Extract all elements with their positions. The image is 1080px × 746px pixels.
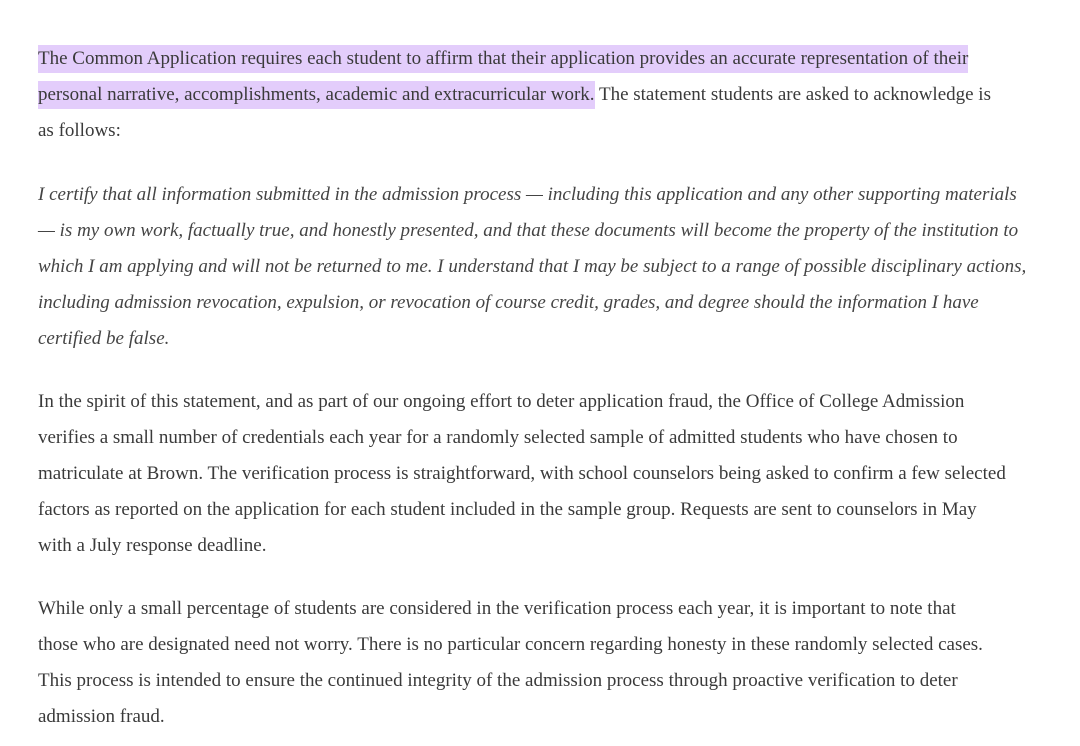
verification-paragraph: [38, 384, 1068, 564]
integrity-paragraph: [38, 591, 1068, 735]
quote-line: I certify that all information submitted in the admission process — including this application and any other supporting materials: [38, 184, 1017, 205]
quote-line: certified be false.: [38, 328, 170, 349]
paragraph-line: While only a small percentage of students are considered in the verification process each year, it is important to note that: [38, 598, 956, 619]
intro-line-3: as follows:: [38, 120, 121, 141]
highlighted-text-2[interactable]: personal narrative, accomplishments, academic and extracurricular work.: [38, 81, 595, 109]
paragraph-line: admission fraud.: [38, 706, 165, 727]
intro-line-1: [38, 41, 1068, 77]
paragraph-line: factors as reported on the application for each student included in the sample group. Requests are sent to counselors in May: [38, 499, 977, 520]
paragraph-line: verifies a small number of credentials each year for a randomly selected sample of admitted students who have chosen to: [38, 427, 958, 448]
intro-line-2-rest: The statement students are asked to acknowledge is: [594, 84, 991, 105]
highlighted-text-1[interactable]: The Common Application requires each student to affirm that their application provides an accurate representation of their: [38, 45, 968, 73]
paragraph-line: those who are designated need not worry. There is no particular concern regarding honesty in these randomly selected cases.: [38, 634, 983, 655]
paragraph-line: with a July response deadline.: [38, 535, 267, 556]
certification-quote: [38, 177, 1068, 357]
quote-line: — is my own work, factually true, and honestly presented, and that these documents will become the property of the institution to: [38, 220, 1019, 241]
paragraph-line: matriculate at Brown. The verification process is straightforward, with school counselors being asked to confirm a few selected: [38, 463, 1006, 484]
paragraph-line: This process is intended to ensure the continued integrity of the admission process through proactive verification to deter: [38, 670, 958, 691]
quote-line: which I am applying and will not be returned to me. I understand that I may be subject to a range of possible disciplinary actions,: [38, 256, 1027, 277]
intro-paragraph: [38, 41, 1068, 149]
intro-line-2: [38, 77, 1068, 113]
quote-line: including admission revocation, expulsion, or revocation of course credit, grades, and degree should the information I have: [38, 292, 979, 313]
paragraph-line: In the spirit of this statement, and as part of our ongoing effort to deter application fraud, the Office of College Admission: [38, 391, 965, 412]
